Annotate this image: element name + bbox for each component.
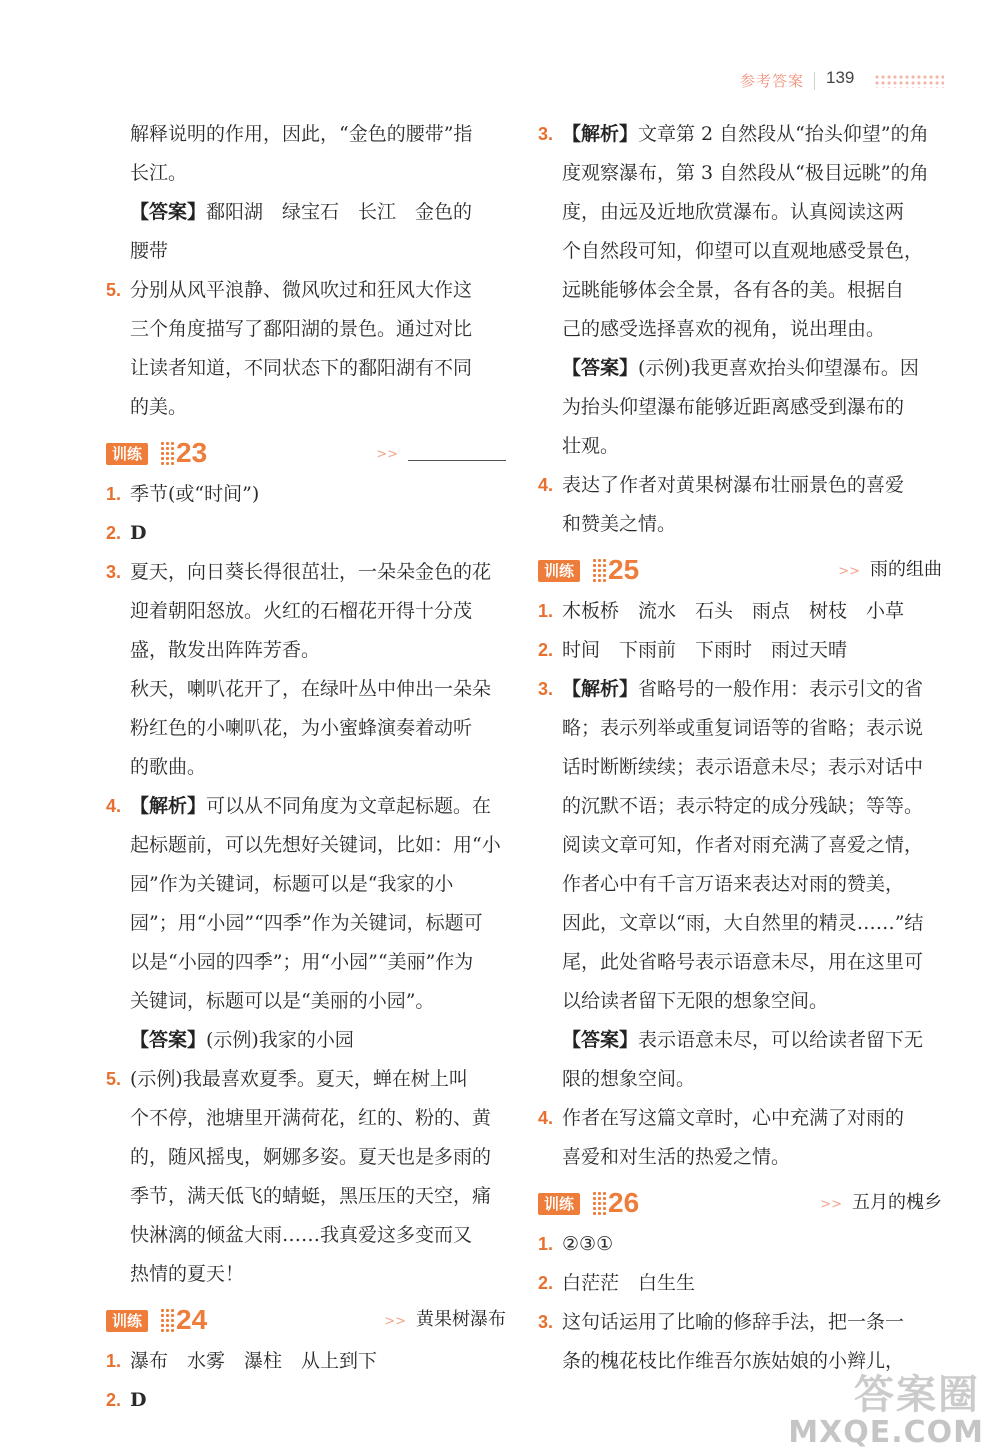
double-arrow-icon: >>	[384, 1314, 406, 1329]
section-header-24	[106, 1300, 506, 1340]
training-badge: 训练	[106, 443, 148, 465]
analysis-tag: 【解析】	[562, 123, 639, 145]
training-badge: 训练	[538, 1193, 580, 1215]
dot-grid-icon	[160, 441, 174, 467]
question-2: 2. D	[106, 522, 147, 544]
intro-answer: 【答案】鄱阳湖 绿宝石 长江 金色的 腰带	[130, 201, 473, 262]
dot-grid-icon	[160, 1308, 174, 1334]
question-4: 4. 表达了作者对黄果树瀑布壮丽景色的喜爱 和赞美之情。	[538, 474, 905, 535]
watermark-logo-text: 答案圈	[854, 1372, 980, 1418]
section-title: >> 雨的组曲	[838, 559, 942, 580]
right-column	[538, 115, 942, 1381]
answer-tag: 【答案】	[562, 357, 639, 379]
question-5: 5. 分别从风平浪静、微风吹过和狂风大作这 三个角度描写了鄱阳湖的景色。通过对比 让读者知道，不同状态下的鄱阳湖有不同 的美。	[106, 279, 473, 418]
title-blank-line	[408, 446, 506, 461]
training-badge: 训练	[106, 1310, 148, 1332]
section-title	[376, 437, 506, 471]
section-header-23	[106, 433, 506, 473]
double-arrow-icon: >>	[376, 447, 398, 462]
question-3: 3. 【解析】省略号的一般作用：表示引文的省 略；表示列举或重复词语等的省略；表示说 话时断断续续；表示语意未尽；表示对话中 的沉默不语；表示特定的成分残缺；等等。 阅读文章可知，作者对雨充满了喜爱之情， 作者心中有千言万语来表达对雨的赞美， 因此，文章以“雨，大自然里的精灵……”结 尾，此处省略号表示语意未尽，用在这里可 以给读者留下无限的想象空间。 【答案】表示语意未尽，可以给读者留下无 限的想象空间。	[538, 678, 924, 1090]
question-5: 5. (示例)我最喜欢夏季。夏天，蝉在树上叫 个不停，池塘里开满荷花，红的、粉的、黄 的，随风摇曳，婀娜多姿。夏天也是多雨的 季节，满天低飞的蜻蜓，黑压压的天空，痛 快淋漓的倾盆大雨……我真爱这多变而又 热情的夏天！	[106, 1068, 492, 1285]
question-1: 1. 瀑布 水雾 瀑柱 从上到下	[106, 1350, 378, 1372]
double-arrow-icon: >>	[838, 564, 860, 579]
double-arrow-icon: >>	[820, 1197, 842, 1212]
header-dots-decoration	[874, 74, 944, 88]
section-number: 26	[608, 1187, 640, 1218]
section-header-26	[538, 1183, 942, 1223]
training-badge: 训练	[538, 560, 580, 582]
question-2: 2. 白茫茫 白生生	[538, 1272, 696, 1294]
header-label: 参考答案	[740, 72, 805, 90]
question-2: 2. 时间 下雨前 下雨时 雨过天晴	[538, 639, 848, 661]
answer-tag: 【答案】	[562, 1029, 639, 1051]
answer-tag: 【答案】	[130, 201, 207, 223]
page-number: 139	[826, 68, 855, 87]
section-number: 24	[176, 1304, 208, 1335]
page-header	[740, 66, 1000, 96]
dot-grid-icon	[592, 558, 606, 584]
question-1: 1. 季节(或“时间”)	[106, 483, 260, 505]
section-title: >> 五月的槐乡	[820, 1192, 942, 1213]
section-number: 25	[608, 554, 640, 585]
intro-explanation: 解释说明的作用，因此，“金色的腰带”指 长江。	[130, 123, 473, 184]
question-3: 3. 夏天，向日葵长得很茁壮，一朵朵金色的花 迎着朝阳怒放。火红的石榴花开得十分茂 盛，散发出阵阵芳香。 秋天，喇叭花开了，在绿叶丛中伸出一朵朵 粉红色的小喇叭花，为小蜜蜂演奏着动听 的歌曲。	[106, 561, 492, 778]
header-divider	[814, 72, 815, 90]
analysis-tag: 【解析】	[130, 795, 207, 817]
question-3: 3. 【解析】文章第 2 自然段从“抬头仰望”的角 度观察瀑布，第 3 自然段从“极目远眺”的角 度，由远及近地欣赏瀑布。认真阅读这两 个自然段可知，仰望可以直观地感受景色， 远眺能够体会全景，各有各的美。根据自 己的感受选择喜欢的视角，说出理由。 【答案】(示例)我更喜欢抬头仰望瀑布。因 为抬头仰望瀑布能够近距离感受到瀑布的 壮观。	[538, 123, 929, 457]
dot-grid-icon	[592, 1191, 606, 1217]
question-1: 1. ②③①	[538, 1233, 614, 1255]
answer-tag: 【答案】	[130, 1029, 207, 1051]
question-2: 2. D	[106, 1389, 147, 1411]
section-title: >> 黄果树瀑布	[384, 1309, 506, 1330]
watermark	[788, 1361, 990, 1456]
section-header-25	[538, 550, 942, 590]
section-number: 23	[176, 437, 208, 468]
question-4: 4. 作者在写这篇文章时，心中充满了对雨的 喜爱和对生活的热爱之情。	[538, 1107, 905, 1168]
question-4: 4. 【解析】可以从不同角度为文章起标题。在 起标题前，可以先想好关键词，比如：用“小 园”作为关键词，标题可以是“我家的小 园”；用“小园”“四季”作为关键词，标题可 以是“小园的四季”；用“小园”“美丽”作为 关键词，标题可以是“美丽的小园”。 【答案】(示例)我家的小园	[106, 795, 501, 1051]
left-column	[106, 115, 506, 1420]
analysis-tag: 【解析】	[562, 678, 639, 700]
watermark-url: MXQE.COM	[788, 1415, 984, 1450]
question-1: 1. 木板桥 流水 石头 雨点 树枝 小草	[538, 600, 905, 622]
question-3: 3. 这句话运用了比喻的修辞手法，把一条一 条的槐花枝比作维吾尔族姑娘的小辫儿，	[538, 1311, 905, 1372]
